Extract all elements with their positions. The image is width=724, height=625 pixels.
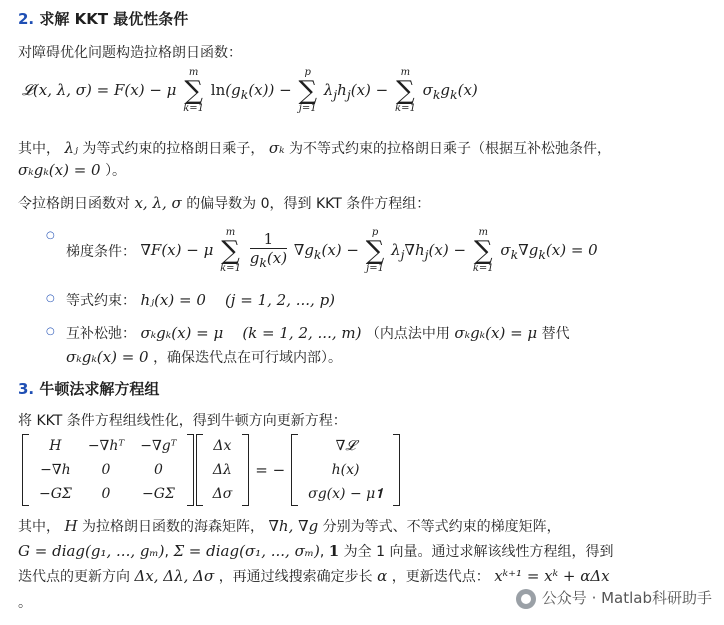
watermark-text: 公众号 · Matlab科研助手	[541, 589, 712, 607]
matrix-cell: 0	[153, 462, 163, 478]
alpha-symbol: α	[377, 567, 388, 585]
sigma-symbol: σₖ	[268, 139, 285, 157]
G-definition: G = diag(g₁, ..., gₘ)	[18, 542, 165, 560]
section-2-heading	[18, 8, 188, 29]
comp-equation: σₖgₖ(x) = μ (k = 1, 2, ..., m)	[140, 324, 362, 342]
wechat-icon	[516, 589, 536, 609]
newton-explanation-line3	[18, 566, 610, 586]
newton-explanation-line1	[18, 516, 561, 536]
kkt-vars: x, λ, σ	[134, 194, 182, 212]
watermark	[516, 587, 712, 609]
w5: 迭代点的更新方向	[18, 569, 130, 585]
newton-intro: 将 KKT 条件方程组线性化，得到牛顿方向更新方程：	[18, 413, 347, 429]
direction-symbols: Δx, Δλ, Δσ	[134, 567, 215, 585]
rhs-cell: ∇𝓛	[335, 438, 356, 454]
equality-constraint	[66, 290, 335, 310]
bullet-icon: ○	[46, 293, 55, 304]
delta-cell: Δσ	[212, 486, 233, 502]
lambda-symbol: λⱼ	[64, 139, 78, 157]
update-equation: xᵏ⁺¹ = xᵏ + αΔx	[494, 567, 610, 585]
w4: 为全 1 向量。通过求解该线性方程组，得到	[343, 544, 614, 560]
gradient-symbols: ∇h, ∇g	[268, 517, 319, 535]
bullet-icon: ○	[46, 326, 55, 337]
w7: ，更新迭代点：	[391, 569, 490, 585]
comp-note-math: σₖgₖ(x) = μ	[454, 324, 538, 342]
Sigma-definition: Σ = diag(σ₁, ..., σₘ)	[173, 542, 320, 560]
section-3-title: 牛顿法求解方程组	[39, 380, 160, 398]
w2: 为拉格朗日函数的海森矩阵，	[82, 519, 264, 535]
complementary-condition: σₖgₖ(x) = 0	[18, 161, 101, 179]
gradient-label: 梯度条件：	[66, 244, 136, 260]
matrix-cell: −∇hᵀ	[87, 438, 125, 454]
section-3-number: 3.	[18, 380, 35, 398]
w6: ，再通过线搜索确定步长	[218, 569, 373, 585]
rhs-cell: σg(x) − μ𝟏	[308, 486, 384, 502]
matrix-cell: −∇gᵀ	[140, 438, 177, 454]
matrix-cell: −GΣ	[39, 486, 72, 502]
rhs-cell: h(x)	[331, 462, 360, 478]
kkt-matrix	[22, 434, 194, 506]
kkt-intro	[18, 193, 430, 213]
comp-note-1: （内点法中用	[365, 326, 450, 342]
section-2-number: 2.	[18, 10, 35, 28]
kkt-intro-text-1: 令拉格朗日函数对	[18, 196, 130, 212]
comp-label: 互补松弛：	[66, 326, 136, 342]
matrix-cell: −∇h	[40, 462, 71, 478]
section-3-heading	[18, 378, 159, 399]
lagrangian-intro: 对障碍优化问题构造拉格朗日函数：	[18, 45, 242, 61]
rhs-vector	[291, 434, 400, 506]
comp-note-3: ，确保迭代点在可行域内部）。	[153, 350, 343, 366]
hessian-symbol: H	[64, 517, 78, 535]
section-2-title: 求解 KKT 最优性条件	[39, 10, 189, 28]
gradient-condition	[66, 228, 598, 274]
matrix-cell: 0	[101, 486, 111, 502]
multiplier-explanation-line2	[18, 160, 126, 180]
where-text-3: 为不等式约束的拉格朗日乘子（根据互补松弛条件，	[289, 141, 612, 157]
w1: 其中，	[18, 519, 60, 535]
delta-cell: Δx	[213, 438, 232, 454]
equality-equation: hⱼ(x) = 0 (j = 1, 2, ..., p)	[140, 291, 336, 309]
comp-note-2: 替代	[541, 326, 570, 342]
multiplier-explanation-line1	[18, 138, 611, 158]
lagrangian-equation: 𝓛(x, λ, σ) = F(x) − μ m ∑ k=1 $\ln(g_k(x))$ − p ∑ j=1 $\lambda_jh_j(x)$ − m ∑ k=1 $\sigma_kg_k(x)$	[22, 67, 478, 114]
newton-explanation-line2: G = diag(g₁, ..., gₘ), Σ = diag(σ₁, ..., σₘ), 𝟏 为全 1 向量。通过求解该线性方程组，得到	[18, 542, 614, 560]
matrix-cell: −GΣ	[141, 486, 175, 502]
equality-label: 等式约束：	[66, 293, 136, 309]
matrix-cell: H	[49, 438, 62, 454]
gradient-equation: ∇F(x) − μ m ∑ k=1 $\frac{1}{g_k(x)}$ $\nabla g_k(x)$ − p ∑ j=1 $\lambda_j\nabla h_j(x)$ − m ∑ k=1 $\sigma_k\nabla g_k(x) = 0$	[140, 227, 598, 274]
matrix-cell: 0	[101, 462, 111, 478]
final-period: 。	[18, 595, 32, 611]
where-text-5: ）。	[105, 163, 127, 179]
comp-note-math2: σₖgₖ(x) = 0	[66, 348, 149, 366]
complementary-slackness-line2	[66, 347, 342, 367]
equals-minus: = −	[255, 461, 286, 479]
complementary-slackness	[66, 323, 570, 343]
kkt-intro-text-2: 的偏导数为 0，得到 KKT 条件方程组：	[186, 196, 431, 212]
w3: 分别为等式、不等式约束的梯度矩阵，	[322, 519, 561, 535]
newton-system	[22, 434, 400, 506]
delta-cell: Δλ	[212, 462, 232, 478]
where-prefix: 其中，	[18, 141, 60, 157]
ones-symbol: 𝟏	[328, 542, 340, 560]
bullet-icon: ○	[46, 230, 55, 241]
delta-vector	[196, 434, 250, 506]
where-text-2: 为等式约束的拉格朗日乘子，	[82, 141, 265, 157]
